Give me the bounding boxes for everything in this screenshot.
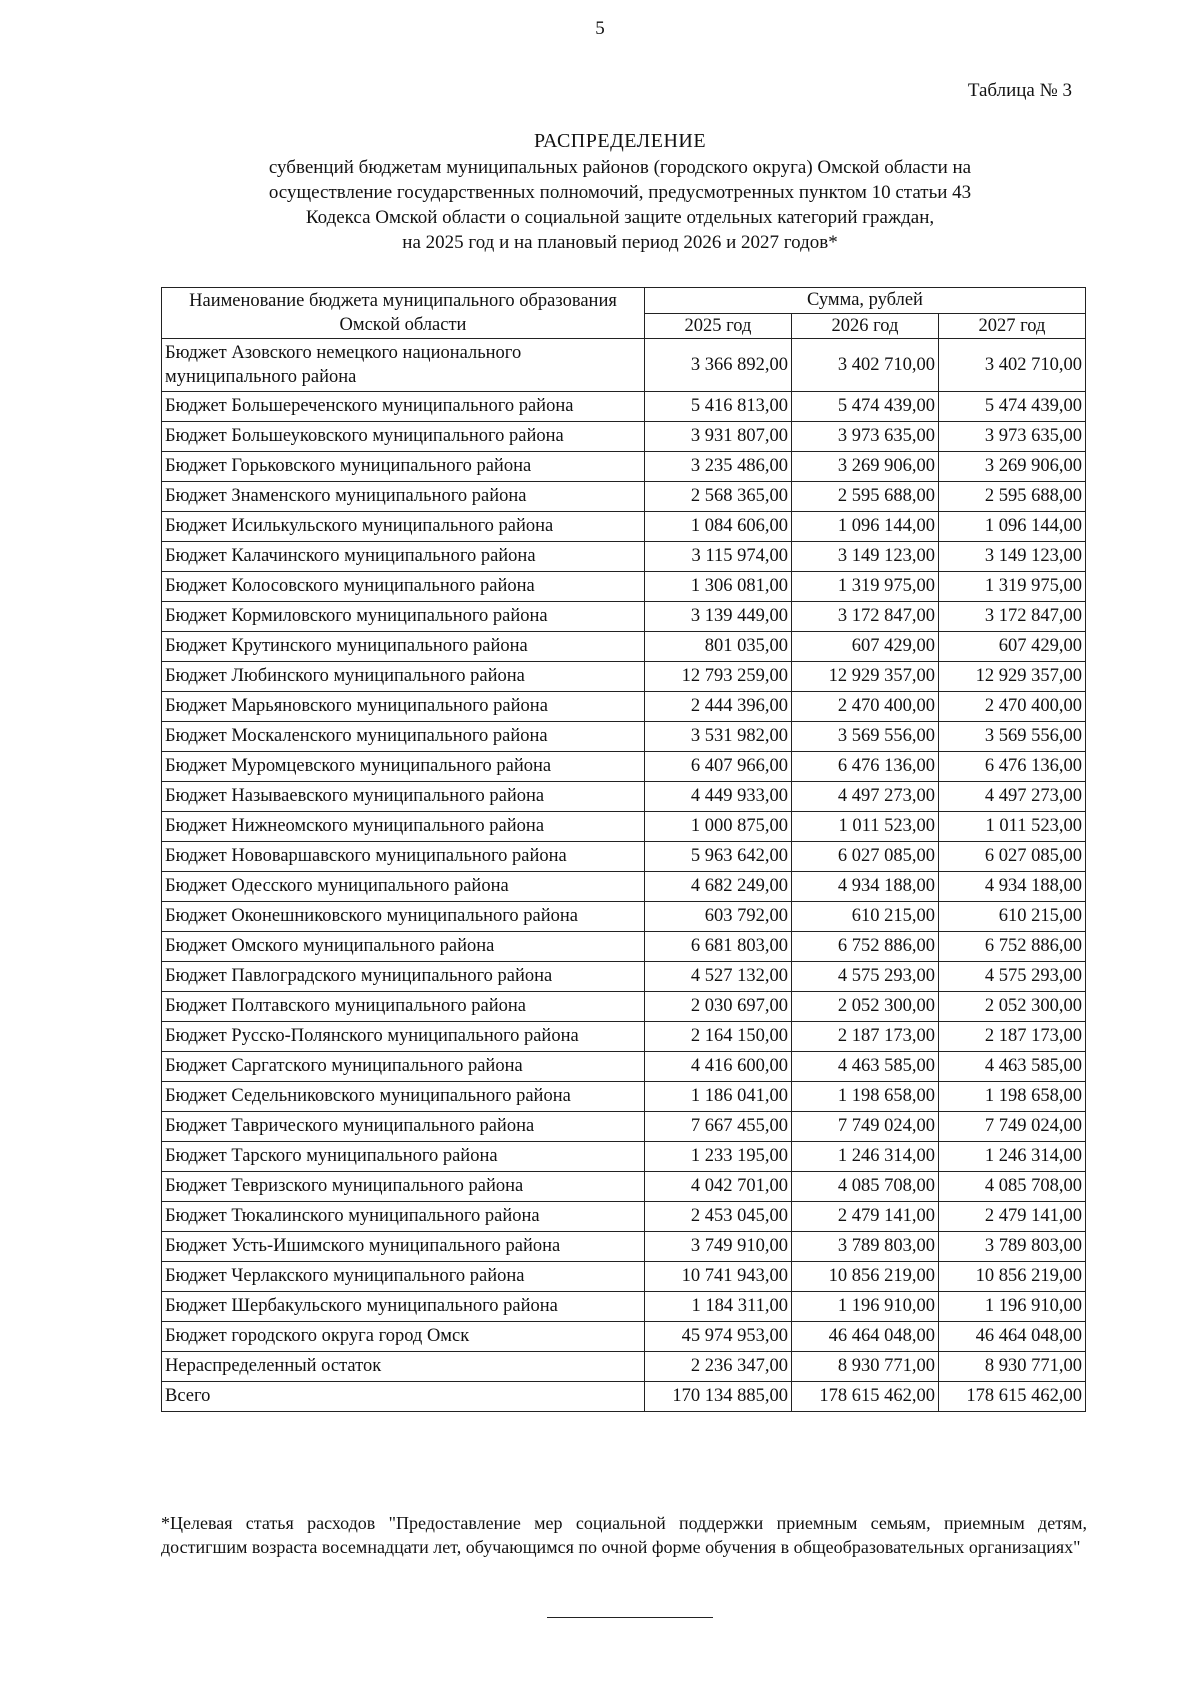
table-row (162, 872, 1086, 902)
amount-cell-2026: 4 463 585,00 (792, 1052, 939, 1082)
amount-cell-2025: 2 236 347,00 (645, 1352, 792, 1382)
amount-cell-2026: 3 269 906,00 (792, 452, 939, 482)
title-line: на 2025 год и на плановый период 2026 и 2027 годов* (402, 232, 838, 253)
header-budget-name: Наименование бюджета муниципального образования Омской области (162, 288, 645, 339)
subvention-table (161, 287, 1086, 1412)
budget-name-cell: Бюджет Большеуковского муниципального района (162, 422, 645, 452)
budget-name-cell: Бюджет Седельниковского муниципального района (162, 1082, 645, 1112)
amount-cell-2027: 610 215,00 (939, 902, 1086, 932)
title-main: РАСПРЕДЕЛЕНИЕ (533, 130, 707, 152)
table-row (162, 1232, 1086, 1262)
table-row (162, 1322, 1086, 1352)
amount-cell-2027: 3 269 906,00 (939, 452, 1086, 482)
amount-cell-2027: 1 196 910,00 (939, 1292, 1086, 1322)
amount-cell-2025: 1 000 875,00 (645, 812, 792, 842)
budget-name-cell: Бюджет Большереченского муниципального района (162, 392, 645, 422)
table-row (162, 1202, 1086, 1232)
amount-cell-2026: 4 497 273,00 (792, 782, 939, 812)
amount-cell-2026: 1 096 144,00 (792, 512, 939, 542)
budget-name-cell: Бюджет Марьяновского муниципального района (162, 692, 645, 722)
table-row (162, 422, 1086, 452)
amount-cell-2027: 3 402 710,00 (939, 339, 1086, 392)
amount-cell-2026: 2 595 688,00 (792, 482, 939, 512)
budget-name-cell: Бюджет Знаменского муниципального района (162, 482, 645, 512)
amount-cell-2025: 801 035,00 (645, 632, 792, 662)
budget-name-cell: Бюджет Нижнеомского муниципального района (162, 812, 645, 842)
amount-cell-2025: 2 568 365,00 (645, 482, 792, 512)
amount-cell-2025: 2 444 396,00 (645, 692, 792, 722)
amount-cell-2027: 2 187 173,00 (939, 1022, 1086, 1052)
amount-cell-2025: 2 164 150,00 (645, 1022, 792, 1052)
amount-cell-2025: 3 531 982,00 (645, 722, 792, 752)
table-row (162, 392, 1086, 422)
amount-cell-2025: 1 306 081,00 (645, 572, 792, 602)
amount-cell-2026: 2 052 300,00 (792, 992, 939, 1022)
table-row (162, 339, 1086, 392)
amount-cell-2026: 3 172 847,00 (792, 602, 939, 632)
amount-cell-2027: 6 476 136,00 (939, 752, 1086, 782)
budget-name-cell: Бюджет Таврического муниципального района (162, 1112, 645, 1142)
amount-cell-2026: 1 246 314,00 (792, 1142, 939, 1172)
amount-cell-2025: 3 366 892,00 (645, 339, 792, 392)
amount-cell-2027: 1 319 975,00 (939, 572, 1086, 602)
amount-cell-2025: 5 963 642,00 (645, 842, 792, 872)
table-row (162, 992, 1086, 1022)
amount-cell-2026: 2 187 173,00 (792, 1022, 939, 1052)
table-row (162, 962, 1086, 992)
amount-cell-2026: 1 196 910,00 (792, 1292, 939, 1322)
amount-cell-2027: 46 464 048,00 (939, 1322, 1086, 1352)
budget-name-cell: Бюджет Исилькульского муниципального района (162, 512, 645, 542)
table-row (162, 812, 1086, 842)
amount-cell-2027: 5 474 439,00 (939, 392, 1086, 422)
amount-cell-2026: 1 319 975,00 (792, 572, 939, 602)
amount-cell-2027: 2 052 300,00 (939, 992, 1086, 1022)
amount-cell-2027: 3 569 556,00 (939, 722, 1086, 752)
title-line: осуществление государственных полномочий, предусмотренных пунктом 10 статьи 43 (268, 182, 972, 203)
budget-name-cell: Всего (162, 1382, 645, 1412)
table-row (162, 542, 1086, 572)
table-row (162, 452, 1086, 482)
amount-cell-2026: 3 149 123,00 (792, 542, 939, 572)
amount-cell-2026: 7 749 024,00 (792, 1112, 939, 1142)
table-row (162, 1022, 1086, 1052)
title-line: субвенций бюджетам муниципальных районов (городского округа) Омской области на (268, 157, 972, 178)
amount-cell-2027: 1 096 144,00 (939, 512, 1086, 542)
budget-name-cell: Бюджет Называевского муниципального района (162, 782, 645, 812)
amount-cell-2027: 3 149 123,00 (939, 542, 1086, 572)
closing-rule (547, 1617, 713, 1618)
amount-cell-2027: 10 856 219,00 (939, 1262, 1086, 1292)
amount-cell-2026: 1 198 658,00 (792, 1082, 939, 1112)
budget-name-cell: Бюджет городского округа город Омск (162, 1322, 645, 1352)
budget-name-cell: Бюджет Крутинского муниципального района (162, 632, 645, 662)
amount-cell-2025: 45 974 953,00 (645, 1322, 792, 1352)
amount-cell-2027: 4 463 585,00 (939, 1052, 1086, 1082)
amount-cell-2027: 6 027 085,00 (939, 842, 1086, 872)
amount-cell-2026: 178 615 462,00 (792, 1382, 939, 1412)
amount-cell-2026: 4 575 293,00 (792, 962, 939, 992)
amount-cell-2026: 10 856 219,00 (792, 1262, 939, 1292)
amount-cell-2027: 3 973 635,00 (939, 422, 1086, 452)
budget-name-cell: Нераспределенный остаток (162, 1352, 645, 1382)
budget-name-cell: Бюджет Тюкалинского муниципального района (162, 1202, 645, 1232)
table-row (162, 662, 1086, 692)
budget-name-cell: Бюджет Любинского муниципального района (162, 662, 645, 692)
table-row (162, 932, 1086, 962)
amount-cell-2027: 3 789 803,00 (939, 1232, 1086, 1262)
amount-cell-2025: 4 416 600,00 (645, 1052, 792, 1082)
table-row (162, 1172, 1086, 1202)
title-line: Кодекса Омской области о социальной защите отдельных категорий граждан, (305, 207, 935, 228)
budget-name-cell: Бюджет Горьковского муниципального района (162, 452, 645, 482)
amount-cell-2027: 1 198 658,00 (939, 1082, 1086, 1112)
table-row (162, 902, 1086, 932)
table-row (162, 782, 1086, 812)
amount-cell-2026: 8 930 771,00 (792, 1352, 939, 1382)
amount-cell-2027: 7 749 024,00 (939, 1112, 1086, 1142)
amount-cell-2027: 6 752 886,00 (939, 932, 1086, 962)
amount-cell-2025: 2 453 045,00 (645, 1202, 792, 1232)
amount-cell-2026: 607 429,00 (792, 632, 939, 662)
table-row (162, 1112, 1086, 1142)
amount-cell-2026: 4 934 188,00 (792, 872, 939, 902)
amount-cell-2026: 2 470 400,00 (792, 692, 939, 722)
amount-cell-2025: 4 449 933,00 (645, 782, 792, 812)
amount-cell-2027: 8 930 771,00 (939, 1352, 1086, 1382)
amount-cell-2027: 4 934 188,00 (939, 872, 1086, 902)
amount-cell-2025: 2 030 697,00 (645, 992, 792, 1022)
amount-cell-2026: 3 569 556,00 (792, 722, 939, 752)
amount-cell-2027: 12 929 357,00 (939, 662, 1086, 692)
page-number: 5 (595, 18, 605, 39)
amount-cell-2026: 6 476 136,00 (792, 752, 939, 782)
amount-cell-2025: 7 667 455,00 (645, 1112, 792, 1142)
table-row (162, 1052, 1086, 1082)
table-row (162, 1142, 1086, 1172)
amount-cell-2026: 1 011 523,00 (792, 812, 939, 842)
amount-cell-2026: 12 929 357,00 (792, 662, 939, 692)
table-row (162, 572, 1086, 602)
amount-cell-2027: 4 497 273,00 (939, 782, 1086, 812)
table-row (162, 512, 1086, 542)
amount-cell-2027: 2 595 688,00 (939, 482, 1086, 512)
table-row (162, 692, 1086, 722)
amount-cell-2025: 10 741 943,00 (645, 1262, 792, 1292)
amount-cell-2026: 3 402 710,00 (792, 339, 939, 392)
budget-name-cell: Бюджет Тарского муниципального района (162, 1142, 645, 1172)
table-body (162, 339, 1086, 1412)
amount-cell-2026: 2 479 141,00 (792, 1202, 939, 1232)
footnote: *Целевая статья расходов "Предоставление мер социальной поддержки приемным семьям, приемным детям, достигшим возраста восемнадцати лет, обучающимся по очной форме обучения в общеобразовательных организациях" (161, 1513, 1087, 1557)
header-year-2026: 2026 год (792, 313, 939, 339)
amount-cell-2026: 5 474 439,00 (792, 392, 939, 422)
header-year-2027: 2027 год (939, 313, 1086, 339)
amount-cell-2026: 6 027 085,00 (792, 842, 939, 872)
amount-cell-2027: 607 429,00 (939, 632, 1086, 662)
table-row (162, 1262, 1086, 1292)
table-row (162, 482, 1086, 512)
budget-name-cell: Бюджет Шербакульского муниципального района (162, 1292, 645, 1322)
amount-cell-2025: 6 681 803,00 (645, 932, 792, 962)
budget-name-cell: Бюджет Черлакского муниципального района (162, 1262, 645, 1292)
amount-cell-2025: 3 235 486,00 (645, 452, 792, 482)
amount-cell-2025: 4 682 249,00 (645, 872, 792, 902)
header-year-2025: 2025 год (645, 313, 792, 339)
amount-cell-2025: 6 407 966,00 (645, 752, 792, 782)
amount-cell-2027: 3 172 847,00 (939, 602, 1086, 632)
amount-cell-2025: 3 931 807,00 (645, 422, 792, 452)
amount-cell-2026: 46 464 048,00 (792, 1322, 939, 1352)
amount-cell-2025: 1 186 041,00 (645, 1082, 792, 1112)
table-row (162, 602, 1086, 632)
amount-cell-2025: 3 139 449,00 (645, 602, 792, 632)
table-label: Таблица № 3 (967, 80, 1072, 101)
amount-cell-2026: 610 215,00 (792, 902, 939, 932)
budget-name-cell: Бюджет Русско-Полянского муниципального района (162, 1022, 645, 1052)
document-title (160, 130, 1080, 255)
amount-cell-2025: 3 115 974,00 (645, 542, 792, 572)
amount-cell-2025: 1 084 606,00 (645, 512, 792, 542)
budget-name-cell: Бюджет Полтавского муниципального района (162, 992, 645, 1022)
budget-name-cell: Бюджет Азовского немецкого национального муниципального района (162, 339, 645, 392)
amount-cell-2026: 3 973 635,00 (792, 422, 939, 452)
table-row (162, 842, 1086, 872)
budget-name-cell: Бюджет Муромцевского муниципального района (162, 752, 645, 782)
amount-cell-2025: 4 527 132,00 (645, 962, 792, 992)
table-row (162, 632, 1086, 662)
budget-name-cell: Бюджет Омского муниципального района (162, 932, 645, 962)
budget-name-cell: Бюджет Кормиловского муниципального района (162, 602, 645, 632)
budget-name-cell: Бюджет Одесского муниципального района (162, 872, 645, 902)
amount-cell-2025: 3 749 910,00 (645, 1232, 792, 1262)
amount-cell-2025: 5 416 813,00 (645, 392, 792, 422)
table-row (162, 1352, 1086, 1382)
budget-name-cell: Бюджет Нововаршавского муниципального района (162, 842, 645, 872)
amount-cell-2027: 1 246 314,00 (939, 1142, 1086, 1172)
header-sum: Сумма, рублей (645, 288, 1086, 314)
amount-cell-2027: 4 575 293,00 (939, 962, 1086, 992)
budget-name-cell: Бюджет Оконешниковского муниципального района (162, 902, 645, 932)
amount-cell-2025: 1 233 195,00 (645, 1142, 792, 1172)
amount-cell-2026: 6 752 886,00 (792, 932, 939, 962)
table-row (162, 722, 1086, 752)
budget-name-cell: Бюджет Калачинского муниципального района (162, 542, 645, 572)
budget-name-cell: Бюджет Колосовского муниципального района (162, 572, 645, 602)
table-row (162, 1382, 1086, 1412)
amount-cell-2027: 4 085 708,00 (939, 1172, 1086, 1202)
amount-cell-2026: 4 085 708,00 (792, 1172, 939, 1202)
table-row (162, 752, 1086, 782)
amount-cell-2027: 2 470 400,00 (939, 692, 1086, 722)
amount-cell-2025: 1 184 311,00 (645, 1292, 792, 1322)
table-row (162, 1082, 1086, 1112)
budget-name-cell: Бюджет Тевризского муниципального района (162, 1172, 645, 1202)
amount-cell-2026: 3 789 803,00 (792, 1232, 939, 1262)
amount-cell-2027: 178 615 462,00 (939, 1382, 1086, 1412)
budget-name-cell: Бюджет Усть-Ишимского муниципального района (162, 1232, 645, 1262)
budget-name-cell: Бюджет Саргатского муниципального района (162, 1052, 645, 1082)
amount-cell-2027: 2 479 141,00 (939, 1202, 1086, 1232)
table-row (162, 1292, 1086, 1322)
amount-cell-2025: 603 792,00 (645, 902, 792, 932)
budget-name-cell: Бюджет Москаленского муниципального района (162, 722, 645, 752)
amount-cell-2025: 170 134 885,00 (645, 1382, 792, 1412)
amount-cell-2025: 4 042 701,00 (645, 1172, 792, 1202)
budget-name-cell: Бюджет Павлоградского муниципального района (162, 962, 645, 992)
amount-cell-2025: 12 793 259,00 (645, 662, 792, 692)
amount-cell-2027: 1 011 523,00 (939, 812, 1086, 842)
